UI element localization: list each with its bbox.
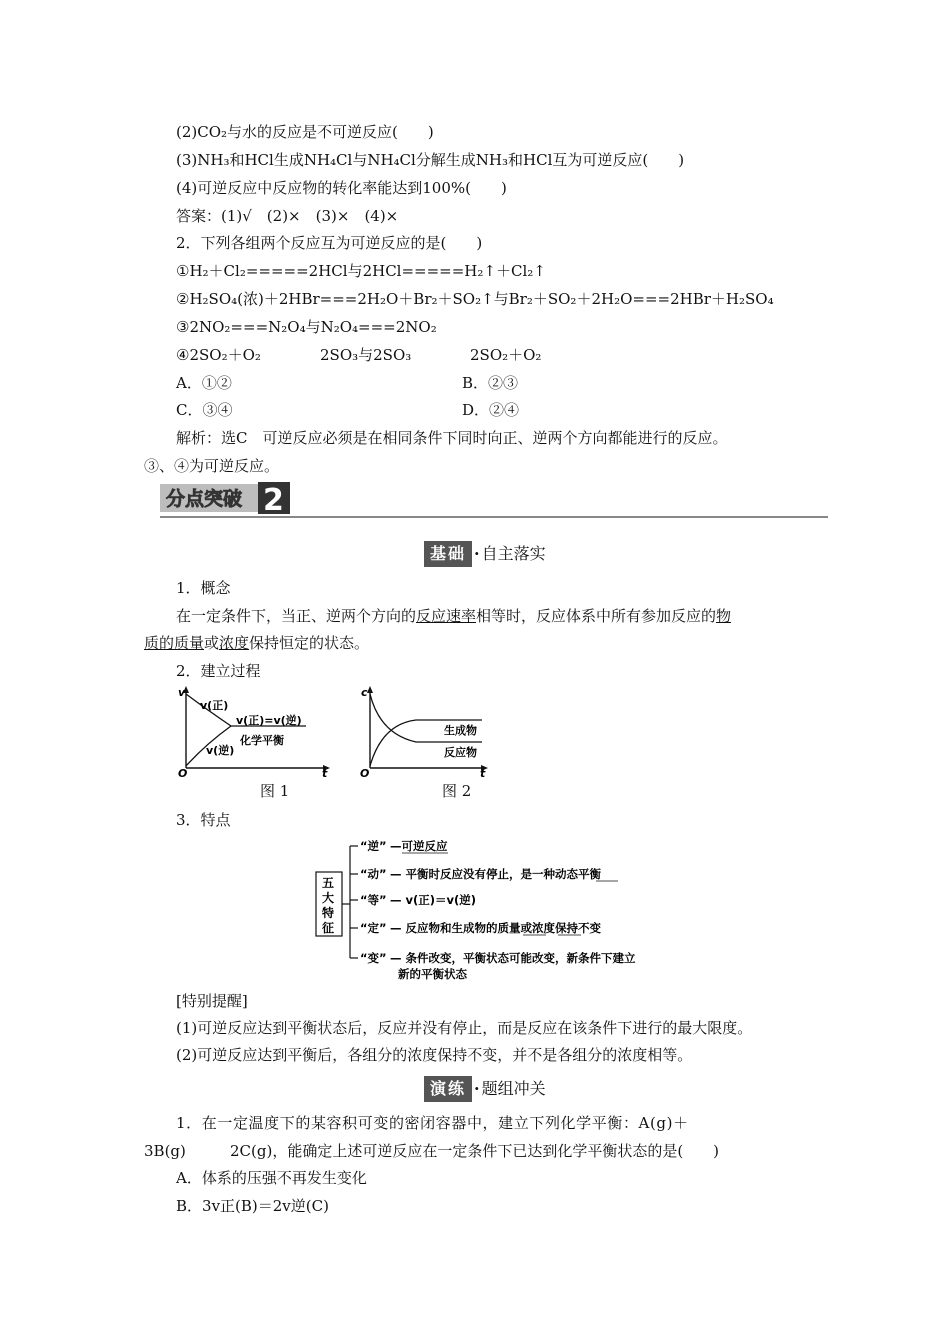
figure-1-rate-time	[176, 684, 336, 778]
basics-header: 基础 · 自主落实	[424, 541, 546, 567]
reaction-pair-1: ①H₂＋Cl₂=====2HCl与2HCl=====H₂↑＋Cl₂↑	[176, 262, 546, 280]
reaction-pair-4-part-a: ④2SO₂＋O₂	[176, 346, 261, 364]
feature-2-text: — 平衡时反应没有停止，是一种动态平衡	[390, 867, 602, 881]
judgment-item-2: (2)CO₂与水的反应是不可逆反应( )	[176, 123, 434, 141]
practice-tag: 演练	[424, 1076, 472, 1102]
practice-header: 演练 · 题组冲关	[424, 1076, 546, 1102]
practice-q1-line-1: 1．在一定温度下的某容积可变的密闭容器中，建立下列化学平衡：A(g)＋	[176, 1114, 689, 1132]
fig2-product-label: 生成物	[444, 724, 477, 737]
features-box-char-1: 五	[322, 876, 335, 890]
choice-c: C．③④	[176, 401, 233, 419]
feature-1-text: —可逆反应	[390, 839, 448, 853]
reaction-pair-4-part-b: 2SO₃与2SO₃	[320, 346, 412, 364]
section-banner	[160, 482, 290, 514]
choice-d: D．②④	[462, 401, 520, 419]
practice-q1-line-2b: 2C(g)，能确定上述可逆反应在一定条件下已达到化学平衡状态的是( )	[230, 1142, 720, 1160]
fig1-equilibrium-label: 化学平衡	[240, 734, 284, 747]
feature-2-key: “动”	[360, 867, 387, 881]
tip-2: (2)可逆反应达到平衡后，各组分的浓度保持不变，并不是各组分的浓度相等。	[176, 1046, 693, 1064]
process-heading: 2．建立过程	[176, 662, 261, 680]
analysis-line-2: ③、④为可逆反应。	[144, 457, 280, 475]
fig1-v-forward: v(正)	[200, 699, 229, 712]
tips-heading: [特别提醒]	[176, 992, 248, 1010]
fig1-y-label: v	[178, 686, 186, 699]
tip-1: (1)可逆反应达到平衡状态后，反应并没有停止，而是反应在该条件下进行的最大限度。	[176, 1019, 753, 1037]
concept-heading: 1．概念	[176, 579, 231, 597]
choice-b: B．②③	[462, 374, 519, 392]
choice-a: A．①②	[176, 374, 232, 392]
practice-q1-line-2a: 3B(g)	[144, 1142, 186, 1160]
fig2-reactant-label: 反应物	[444, 746, 477, 759]
basics-title: 自主落实	[481, 544, 546, 563]
answer-line: 答案：(1)√ (2)× (3)× (4)×	[176, 207, 399, 225]
judgment-item-3: (3)NH₃和HCl生成NH₄Cl与NH₄Cl分解生成NH₃和HCl互为可逆反应( )	[176, 151, 685, 169]
practice-title: 题组冲关	[481, 1079, 546, 1098]
question-2-stem: 2．下列各组两个反应互为可逆反应的是( )	[176, 234, 483, 252]
reaction-pair-3: ③2NO₂===N₂O₄与N₂O₄===2NO₂	[176, 318, 437, 336]
concept-line-2: 质的质量或浓度保持恒定的状态。	[144, 634, 370, 652]
reaction-pair-2: ②H₂SO₄(浓)＋2HBr===2H₂O＋Br₂＋SO₂↑与Br₂＋SO₂＋2H₂O===2HBr＋H₂SO₄	[176, 290, 774, 308]
fig2-origin: O	[360, 767, 370, 778]
feature-5-key: “变”	[360, 951, 387, 965]
feature-5-text: — 条件改变，平衡状态可能改变，新条件下建立	[390, 951, 636, 965]
features-box-char-4: 征	[322, 921, 335, 935]
features-box-char-3: 特	[322, 906, 335, 920]
features-box-char-2: 大	[322, 891, 335, 905]
fig1-x-label: t	[322, 767, 328, 778]
figure-1-caption: 图 1	[260, 782, 290, 800]
reaction-pair-4-part-c: 2SO₂＋O₂	[470, 346, 542, 364]
fig1-origin: O	[178, 767, 188, 778]
section-number: 2	[263, 483, 284, 514]
practice-q1-option-b: B．3v正(B)＝2v逆(C)	[176, 1197, 329, 1215]
section-divider	[160, 516, 828, 518]
concept-line-1: 在一定条件下，当正、逆两个方向的反应速率相等时，反应体系中所有参加反应的物	[176, 607, 732, 625]
fig1-equal-label: v(正)=v(逆)	[236, 714, 302, 727]
feature-4-key: “定”	[360, 921, 387, 935]
practice-q1-option-a: A．体系的压强不再发生变化	[176, 1169, 367, 1187]
section-title: 分点突破	[166, 488, 243, 510]
figure-2-caption: 图 2	[442, 782, 472, 800]
features-heading: 3．特点	[176, 811, 231, 829]
fig2-y-label: c	[361, 686, 368, 699]
judgment-item-4: (4)可逆反应中反应物的转化率能达到100%( )	[176, 179, 507, 197]
basics-tag: 基础	[424, 541, 472, 567]
figure-2-concentration-time	[354, 684, 494, 778]
feature-1-key: “逆”	[360, 839, 387, 853]
fig2-x-label: t	[480, 767, 486, 778]
analysis-line-1: 解析：选C 可逆反应必须是在相同条件下同时向正、逆两个方向都能进行的反应。	[176, 429, 728, 447]
feature-4-text: — 反应物和生成物的质量或浓度保持不变	[390, 921, 602, 935]
features-diagram	[310, 830, 670, 984]
fig1-v-reverse: v(逆)	[206, 744, 235, 757]
feature-5-text-cont: 新的平衡状态	[398, 967, 467, 981]
feature-3-text: — v(正)＝v(逆)	[390, 893, 477, 907]
feature-3-key: “等”	[360, 893, 387, 907]
